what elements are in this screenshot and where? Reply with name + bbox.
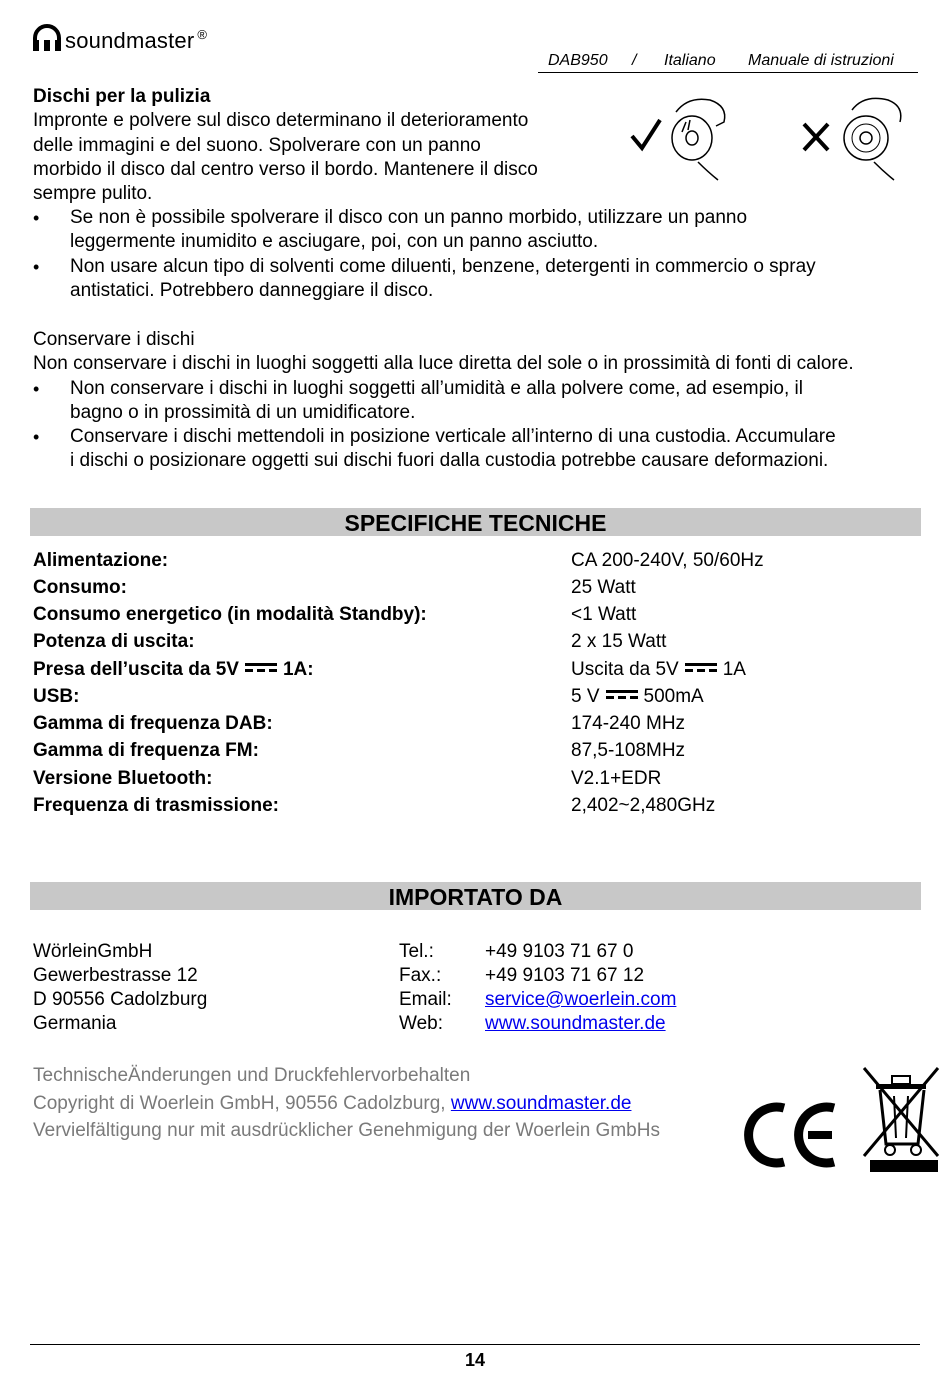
importer-address-line: D 90556 Cadolzburg: [33, 989, 208, 1010]
spec-value: CA 200-240V, 50/60Hz: [571, 550, 764, 571]
spec-label-text: Presa dell’uscita da 5V: [33, 659, 239, 680]
spec-label: Gamma di frequenza FM:: [33, 740, 259, 761]
table-row: [33, 574, 923, 601]
spec-label: [33, 656, 314, 683]
list-item: [33, 425, 923, 474]
spec-value-text: Uscita da 5V: [571, 659, 679, 680]
bullet-line: • Conservare i dischi mettendoli in posizione verticale all’interno di una custodia. Accumulare: [70, 426, 836, 448]
spec-label: Gamma di frequenza DAB:: [33, 713, 273, 734]
table-row: [33, 792, 923, 819]
spec-value: <1 Watt: [571, 604, 637, 625]
bullet-line: • Non conservare i dischi in luoghi soggetti all’umidità e alla polvere come, ad esempio, il: [70, 377, 803, 399]
storage-bullets: [33, 377, 923, 474]
spec-value: 25 Watt: [571, 577, 636, 598]
cleaning-line: delle immagini e del suono. Spolverare con un panno: [33, 134, 481, 156]
spec-label: USB:: [33, 686, 80, 707]
spec-label: Alimentazione:: [33, 550, 169, 571]
table-row: [33, 547, 923, 574]
spec-label: Versione Bluetooth:: [33, 768, 213, 789]
footer-rule: [30, 1344, 920, 1345]
page-number: 14: [464, 1350, 486, 1370]
legal-line: [33, 1090, 660, 1118]
registered-mark: ®: [197, 27, 207, 42]
table-row: [33, 601, 923, 628]
contact-label: Fax.:: [399, 965, 442, 986]
importer-heading: IMPORTATO DA: [30, 882, 921, 910]
spec-value: 2,402~2,480GHz: [571, 795, 716, 816]
spec-value-suffix: 500mA: [643, 686, 704, 707]
importer-address-line: WörleinGmbH: [33, 941, 153, 962]
spec-label: Consumo energetico (in modalità Standby):: [33, 604, 427, 625]
header-rule: [538, 72, 918, 73]
dc-symbol-icon: [245, 663, 277, 673]
spec-value-suffix: 1A: [722, 659, 746, 680]
storage-title: Conservare i dischi: [33, 329, 195, 350]
list-item: [33, 255, 913, 304]
contact-label: Tel.:: [399, 941, 434, 962]
spec-value: V2.1+EDR: [571, 768, 662, 789]
contact-label: Web:: [399, 1013, 444, 1034]
ce-mark-icon: [742, 1100, 840, 1170]
spec-value: 87,5-108MHz: [571, 740, 686, 761]
table-row: [33, 765, 923, 792]
header-language: Italiano: [664, 52, 716, 69]
contact-label: Email:: [399, 989, 452, 1010]
spec-label-suffix: 1A:: [282, 659, 314, 680]
dc-symbol-icon: [685, 663, 717, 673]
email-link[interactable]: service@woerlein.com: [485, 989, 677, 1010]
correct-cleaning-illustration: [628, 92, 740, 184]
legal-website-link[interactable]: www.soundmaster.de: [450, 1092, 632, 1114]
spec-value: [571, 656, 746, 683]
spec-label: Frequenza di trasmissione:: [33, 795, 280, 816]
spec-label: Consumo:: [33, 577, 127, 598]
legal-line: TechnischeÄnderungen und Druckfehlervorbehalten: [33, 1065, 471, 1086]
soundmaster-logo-icon: [32, 24, 62, 52]
cleaning-section: [33, 85, 633, 206]
cleaning-line: morbido il disco dal centro verso il bordo. Mantenere il disco: [33, 158, 538, 180]
cross-icon: [804, 124, 828, 150]
table-row: [33, 710, 923, 737]
list-item: [33, 206, 913, 255]
website-link[interactable]: www.soundmaster.de: [485, 1013, 666, 1034]
legal-line: Vervielfältigung nur mit ausdrücklicher Genehmigung der Woerlein GmbHs: [33, 1120, 660, 1141]
weee-bin-icon: [862, 1064, 942, 1176]
spec-label: Potenza di uscita:: [33, 631, 195, 652]
table-row: [33, 683, 923, 710]
cleaning-title: Dischi per la pulizia: [33, 86, 211, 107]
specs-heading: SPECIFICHE TECNICHE: [30, 508, 921, 536]
bullet-line: • Se non è possibile spolverare il disco con un panno morbido, utilizzare un panno: [70, 207, 748, 228]
table-row: [33, 656, 923, 683]
table-row: [33, 737, 923, 764]
bullet-line: • Non usare alcun tipo di solventi come diluenti, benzene, detergenti in commercio o spray: [70, 255, 816, 277]
contact-fax: +49 9103 71 67 12: [485, 965, 645, 986]
list-item: [33, 377, 923, 426]
header-separator: /: [632, 52, 637, 69]
dc-symbol-icon: [606, 690, 638, 700]
spec-value-text: 5 V: [571, 686, 600, 707]
bullet-line: bagno o in prossimità di un umidificatore.: [70, 401, 416, 423]
spec-value: 174-240 MHz: [571, 713, 686, 734]
legal-notice: [33, 1062, 660, 1145]
bullet-line: antistatici. Potrebbero danneggiare il disco.: [70, 279, 434, 301]
brand-logo: [32, 24, 207, 52]
spec-value: 2 x 15 Watt: [571, 631, 667, 652]
bullet-line: leggermente inumidito e asciugare, poi, con un panno asciutto.: [70, 231, 599, 253]
cleaning-line: sempre pulito.: [33, 183, 153, 205]
cleaning-line: Impronte e polvere sul disco determinano il deterioramento: [33, 110, 529, 132]
table-row: [33, 628, 923, 655]
importer-address-line: Germania: [33, 1013, 117, 1034]
check-icon: [632, 120, 660, 148]
bullet-line: i dischi o posizionare oggetti sui dischi fuori dalla custodia potrebbe causare deformazioni.: [70, 450, 829, 472]
contact-phone: +49 9103 71 67 0: [485, 941, 634, 962]
importer-address-line: Gewerbestrasse 12: [33, 965, 198, 986]
brand-name: soundmaster: [65, 28, 195, 53]
storage-section: [33, 328, 923, 474]
cleaning-bullets: [33, 206, 913, 303]
legal-copyright: Copyright di Woerlein GmbH, 90556 Cadolzburg,: [33, 1092, 451, 1114]
header-model: DAB950: [548, 52, 608, 69]
header-doc-type: Manuale di istruzioni: [748, 52, 894, 69]
spec-value: [571, 683, 704, 710]
incorrect-cleaning-illustration: [800, 92, 916, 184]
storage-intro: Non conservare i dischi in luoghi soggetti alla luce diretta del sole o in prossimità di fonti di calore.: [33, 353, 854, 375]
